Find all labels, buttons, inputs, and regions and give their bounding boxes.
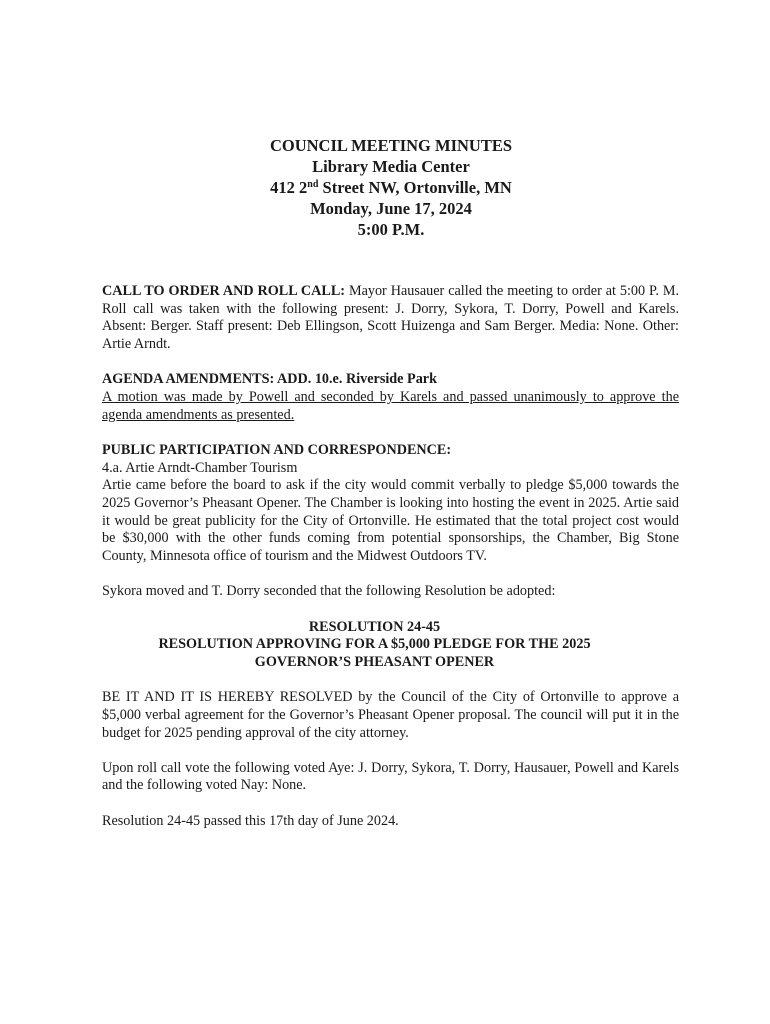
resolution-passed-statement: Resolution 24-45 passed this 17th day of June 2024. — [102, 812, 399, 829]
resolution-motion-text: Sykora moved and T. Dorry seconded that the following Resolution be adopted: — [102, 583, 556, 600]
call-to-order-paragraph — [102, 283, 679, 354]
public-item-title: 4.a. Artie Arndt-Chamber Tourism — [102, 459, 298, 476]
roll-call-vote: Upon roll call vote the following voted Aye: J. Dorry, Sykora, T. Dorry, Hausauer, Powell and Karels and the following voted Nay: None. — [102, 759, 679, 794]
address-ordinal-suffix: nd — [307, 179, 319, 190]
resolution-heading — [102, 619, 647, 672]
address-rest: Street NW, Ortonville, MN — [318, 178, 512, 197]
address-number: 412 2 — [270, 178, 308, 197]
public-participation-heading: PUBLIC PARTICIPATION AND CORRESPONDENCE: — [102, 441, 452, 458]
agenda-amendments-heading: AGENDA AMENDMENTS: ADD. 10.e. Riverside Park — [102, 371, 437, 388]
resolution-title-line-2: GOVERNOR’S PHEASANT OPENER — [254, 653, 495, 670]
resolution-title-line-1: RESOLUTION APPROVING FOR A $5,000 PLEDGE FOR THE 2025 — [158, 636, 591, 653]
resolution-number: RESOLUTION 24-45 — [308, 618, 441, 635]
call-to-order-heading: CALL TO ORDER AND ROLL CALL: — [102, 283, 346, 299]
resolution-body: BE IT AND IT IS HEREBY RESOLVED by the Council of the City of Ortonville to approve a $5,000 verbal agreement for the Governor’s Pheasant Opener proposal. The council will put it in the budget for 2025 pending approval of the city attorney. — [102, 689, 679, 741]
agenda-motion-text: A motion was made by Powell and seconded by Karels and passed unanimously to approve the agenda amendments as presented. — [102, 389, 679, 423]
meeting-time: 5:00 P.M. — [357, 220, 425, 239]
document-body — [102, 283, 679, 830]
call-to-order-text: Mayor Hausauer called the meeting to order at 5:00 P. M. Roll call was taken with the following present: J. Dorry, Sykora, T. Dorry, Powell and Karels. Absent: Berger. Staff present: Deb Ellingson, Scott Huizenga and Sam Berger. Media: None. Other: Artie Arndt. — [102, 283, 679, 353]
meeting-date: Monday, June 17, 2024 — [310, 199, 472, 218]
meeting-location: Library Media Center — [312, 157, 470, 176]
document-header — [0, 135, 770, 240]
document-title: COUNCIL MEETING MINUTES — [269, 136, 513, 155]
meeting-address — [0, 177, 770, 198]
public-item-text: Artie came before the board to ask if the city would commit verbally to pledge $5,000 towards the 2025 Governor’s Pheasant Opener. The Chamber is looking into hosting the event in 2025. Artie said it would be great publicity for the City of Ortonville. He estimated that the total project cost would be $30,000 with the other funds coming from potential sponsorships, the Chamber, Big Stone County, Minnesota office of tourism and the Midwest Outdoors TV. — [102, 477, 679, 565]
